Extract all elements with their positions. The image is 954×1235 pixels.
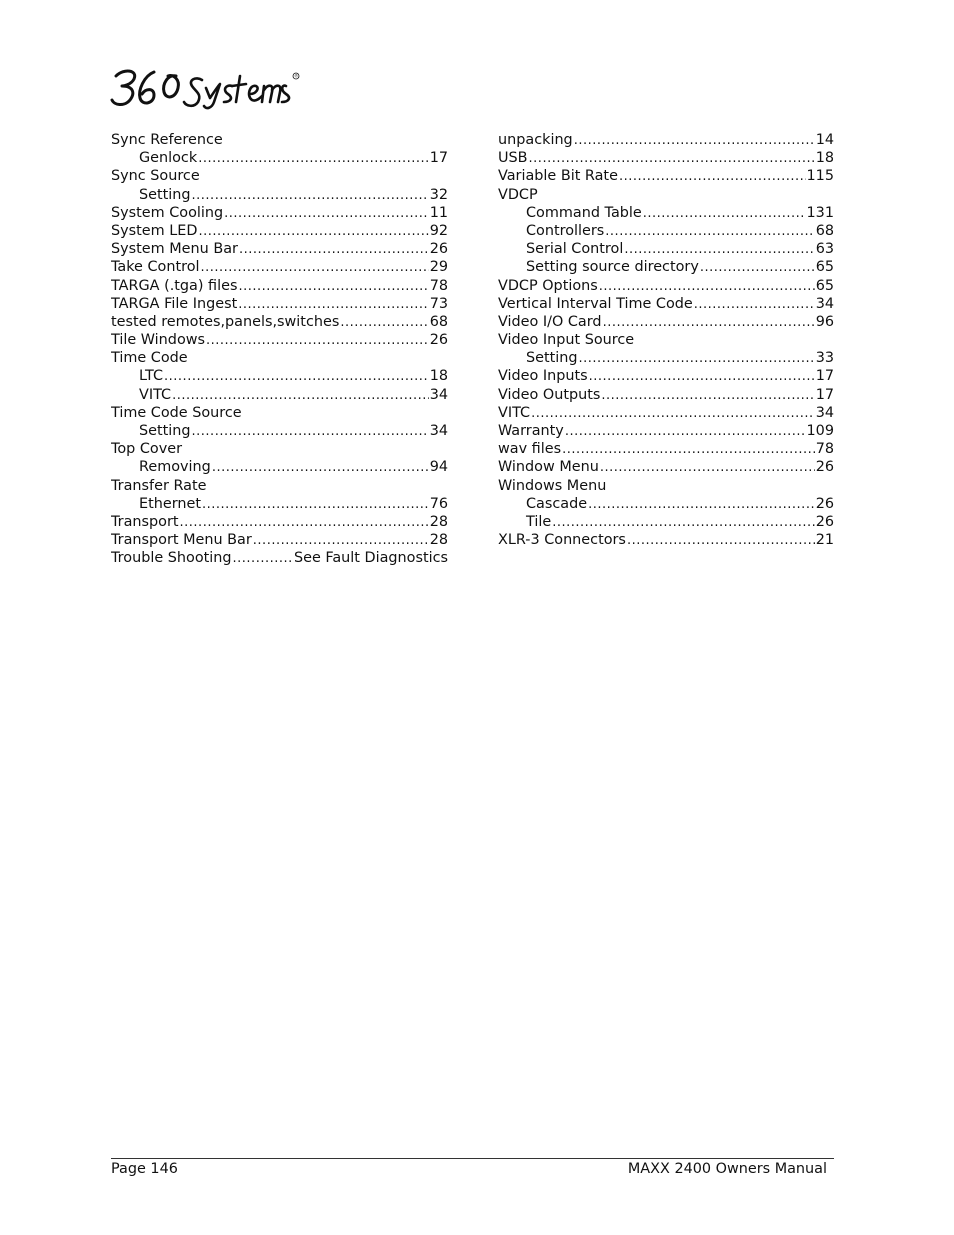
index-term: USB xyxy=(498,150,528,167)
index-term: Window Menu xyxy=(498,459,599,476)
index-term: Tile xyxy=(526,513,552,530)
page-number: Page 146 xyxy=(111,1161,178,1177)
index-term: Video I/O Card xyxy=(498,313,602,330)
index-term: Trouble Shooting xyxy=(111,550,232,567)
dot-leader xyxy=(619,168,806,185)
index-entry xyxy=(111,131,448,149)
dot-leader xyxy=(579,350,815,367)
index-page-ref: 17 xyxy=(815,368,834,385)
index-term: TARGA (.tga) files xyxy=(111,277,238,294)
index-page-ref: 63 xyxy=(815,241,834,258)
index-term: Video Outputs xyxy=(498,386,601,403)
index-entry xyxy=(498,404,834,422)
index-page-ref: 68 xyxy=(815,222,834,239)
index-entry xyxy=(498,313,834,331)
dot-leader xyxy=(588,496,815,513)
index-entry xyxy=(111,513,448,531)
index-page-ref: 78 xyxy=(815,441,834,458)
index-term: Time Code xyxy=(111,350,188,367)
index-page-ref: 92 xyxy=(429,222,448,239)
index-term: Setting xyxy=(139,186,191,203)
index-entry xyxy=(498,531,834,549)
index-entry xyxy=(111,258,448,276)
index-page-ref: 73 xyxy=(429,295,448,312)
dot-leader xyxy=(601,387,814,404)
index-page-ref: 26 xyxy=(429,332,448,349)
index-term: Windows Menu xyxy=(498,477,607,494)
dot-leader xyxy=(238,296,428,313)
index-entry xyxy=(498,477,834,495)
index-term: Cascade xyxy=(526,495,588,512)
dot-leader xyxy=(253,532,429,549)
index-term: Sync Source xyxy=(111,168,200,185)
index-page-ref: 34 xyxy=(815,404,834,421)
index-entry xyxy=(498,440,834,458)
index-page-ref: 65 xyxy=(815,277,834,294)
index-subentry xyxy=(111,186,448,204)
index-entry xyxy=(111,477,448,495)
index-subentry xyxy=(111,386,448,404)
index-subentry xyxy=(111,495,448,513)
index-term: VDCP Options xyxy=(498,277,598,294)
index-subentry xyxy=(111,149,448,167)
dot-leader xyxy=(694,296,815,313)
registered-mark: ® xyxy=(294,73,298,79)
dot-leader xyxy=(198,150,429,167)
index-term: XLR-3 Connectors xyxy=(498,532,626,549)
index-entry xyxy=(498,386,834,404)
dot-leader xyxy=(531,405,815,422)
index-page-ref: 26 xyxy=(815,495,834,512)
index-term: VITC xyxy=(139,386,172,403)
dot-leader xyxy=(529,150,815,167)
index-term: Variable Bit Rate xyxy=(498,168,618,185)
index-page-ref: 78 xyxy=(429,277,448,294)
index-entry xyxy=(111,440,448,458)
index-entry xyxy=(111,404,448,422)
index-term: unpacking xyxy=(498,132,573,148)
index-entry xyxy=(498,167,834,185)
index-subentry xyxy=(498,240,834,258)
index-page-ref: 94 xyxy=(429,459,448,476)
index-subentry xyxy=(498,513,834,531)
dot-leader xyxy=(172,387,429,404)
dot-leader xyxy=(600,459,815,476)
index-term: wav files xyxy=(498,441,562,458)
index-term: Warranty xyxy=(498,423,564,439)
index-term: Top Cover xyxy=(111,441,182,458)
dot-leader xyxy=(340,314,428,331)
index-entry xyxy=(498,367,834,385)
index-page-ref: 65 xyxy=(815,259,834,276)
index-subentry xyxy=(498,349,834,367)
index-term: Command Table xyxy=(526,204,642,221)
dot-leader xyxy=(206,332,429,349)
index-page-ref: 21 xyxy=(815,532,834,549)
index-entry xyxy=(498,295,834,313)
index-entry xyxy=(111,331,448,349)
index-term: VDCP xyxy=(498,186,538,203)
dot-leader xyxy=(603,314,815,331)
index-term: Video Input Source xyxy=(498,332,635,349)
dot-leader xyxy=(192,187,429,204)
dot-leader xyxy=(627,532,815,549)
index-page-ref: 33 xyxy=(815,350,834,367)
dot-leader xyxy=(233,550,293,567)
index-entry xyxy=(111,204,448,222)
index-entry xyxy=(111,313,448,331)
index-term: Controllers xyxy=(526,222,605,239)
index-page-ref: 68 xyxy=(429,313,448,330)
index-term: Ethernet xyxy=(139,495,201,512)
index-page-ref: See Fault Diagnostics xyxy=(293,550,448,567)
index-entry xyxy=(498,422,834,440)
index-subentry xyxy=(498,204,834,222)
index-entry xyxy=(111,531,448,549)
index-entry xyxy=(498,458,834,476)
index-page-ref: 131 xyxy=(806,204,834,221)
dot-leader xyxy=(201,259,429,276)
index-page-ref: 14 xyxy=(815,132,834,148)
index-term: Setting xyxy=(526,350,578,367)
index-term: VITC xyxy=(498,404,531,421)
index-page-ref: 34 xyxy=(429,423,448,439)
index-subentry xyxy=(111,422,448,440)
dot-leader xyxy=(198,223,428,240)
dot-leader xyxy=(238,278,428,295)
index-term: TARGA File Ingest xyxy=(111,295,238,312)
index-page-ref: 26 xyxy=(429,241,448,258)
index-entry xyxy=(498,186,834,204)
dot-leader xyxy=(552,514,814,531)
index-entry xyxy=(111,295,448,313)
index-term: System LED xyxy=(111,222,198,239)
index-term: Serial Control xyxy=(526,241,624,258)
index-term: Tile Windows xyxy=(111,332,206,349)
index-page-ref: 34 xyxy=(429,386,448,403)
index-column-left xyxy=(111,131,448,568)
index-subentry xyxy=(111,458,448,476)
index-term: Removing xyxy=(139,459,211,476)
dot-leader xyxy=(202,496,429,513)
index-term: System Cooling xyxy=(111,204,224,221)
index-column-right xyxy=(498,131,834,549)
index-page-ref: 109 xyxy=(806,423,834,439)
index-term: Transport xyxy=(111,513,179,530)
index-entry xyxy=(111,349,448,367)
index-subentry xyxy=(498,222,834,240)
dot-leader xyxy=(239,241,429,258)
index-entry xyxy=(111,222,448,240)
index-page-ref: 18 xyxy=(429,368,448,385)
index-page-ref: 29 xyxy=(429,259,448,276)
dot-leader xyxy=(164,368,429,385)
index-term: Video Inputs xyxy=(498,368,588,385)
index-entry xyxy=(498,131,834,149)
index-term: Time Code Source xyxy=(111,404,242,421)
index-page-ref: 17 xyxy=(429,150,448,167)
company-logo xyxy=(110,62,310,112)
dot-leader xyxy=(180,514,429,531)
index-term: Sync Reference xyxy=(111,132,223,148)
index-entry xyxy=(111,240,448,258)
index-term: Setting source directory xyxy=(526,259,699,276)
index-page-ref: 18 xyxy=(815,150,834,167)
index-page-ref: 28 xyxy=(429,513,448,530)
index-term: Vertical Interval Time Code xyxy=(498,295,693,312)
dot-leader xyxy=(562,441,815,458)
manual-title: MAXX 2400 Owners Manual xyxy=(627,1161,827,1177)
dot-leader xyxy=(192,423,429,440)
index-entry xyxy=(498,277,834,295)
index-term: Transport Menu Bar xyxy=(111,532,252,549)
index-entry xyxy=(498,149,834,167)
index-subentry xyxy=(498,495,834,513)
index-term: Take Control xyxy=(111,259,200,276)
index-term: Genlock xyxy=(139,150,198,167)
index-entry xyxy=(498,331,834,349)
dot-leader xyxy=(700,259,815,276)
index-page-ref: 115 xyxy=(806,168,834,185)
dot-leader xyxy=(605,223,814,240)
index-term: tested remotes,panels,switches xyxy=(111,313,340,330)
index-page-ref: 26 xyxy=(815,513,834,530)
dot-leader xyxy=(212,459,429,476)
dot-leader xyxy=(574,132,815,149)
index-entry xyxy=(111,167,448,185)
index-subentry xyxy=(498,258,834,276)
index-entry xyxy=(111,549,448,567)
dot-leader xyxy=(643,205,806,222)
dot-leader xyxy=(599,278,815,295)
dot-leader xyxy=(565,423,806,440)
index-page-ref: 32 xyxy=(429,186,448,203)
index-page-ref: 76 xyxy=(429,495,448,512)
dot-leader xyxy=(589,368,815,385)
index-page-ref: 26 xyxy=(815,459,834,476)
dot-leader xyxy=(624,241,814,258)
index-term: Setting xyxy=(139,423,191,439)
index-page-ref: 28 xyxy=(429,532,448,549)
index-subentry xyxy=(111,367,448,385)
footer-divider xyxy=(111,1158,834,1159)
index-page-ref: 96 xyxy=(815,313,834,330)
dot-leader xyxy=(224,205,429,222)
index-term: LTC xyxy=(139,368,164,385)
index-page-ref: 34 xyxy=(815,295,834,312)
index-page-ref: 11 xyxy=(429,204,448,221)
index-entry xyxy=(111,277,448,295)
index-page-ref: 17 xyxy=(815,386,834,403)
index-term: System Menu Bar xyxy=(111,241,238,258)
index-term: Transfer Rate xyxy=(111,477,207,494)
